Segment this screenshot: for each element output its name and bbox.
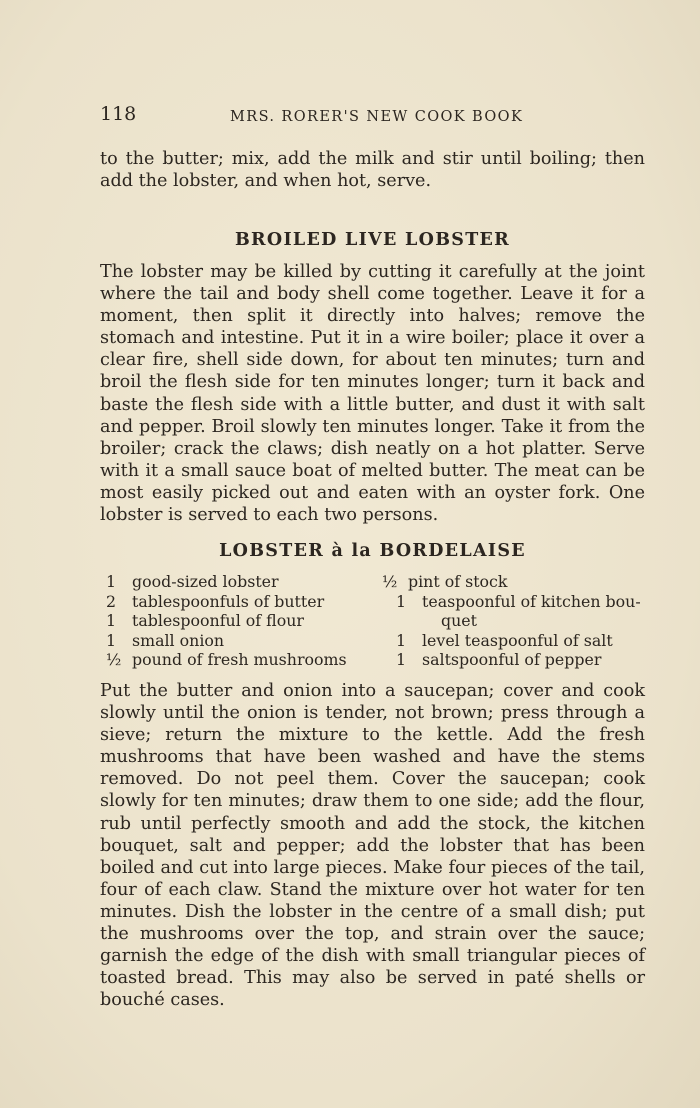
- running-title: MRS. RORER'S NEW COOK BOOK: [230, 109, 524, 125]
- section-title-lobster-bordelaise: LOBSTER à la BORDELAISE: [219, 541, 526, 561]
- ingredient-item: 1 teaspoonful of kitchen bou- quet: [396, 591, 641, 631]
- ingredient-item: 1 level teaspoonful of salt: [396, 630, 613, 650]
- page-number: 118: [100, 103, 137, 125]
- continuation-paragraph: to the butter; mix, add the milk and stir until boiling; then add the lobster, and when hot, serve.: [100, 149, 645, 192]
- ingredient-item: 1 good-sized lobster: [106, 572, 279, 591]
- ingredient-item: 1 saltspoonful of pepper: [396, 650, 602, 670]
- ingredient-item: 2 tablespoonfuls of butter: [106, 591, 325, 611]
- ingredient-item: 1 small onion: [106, 630, 225, 650]
- ingredients-right-column: [382, 572, 650, 670]
- ingredient-item: ½ pint of stock: [382, 572, 508, 591]
- ingredients-left-column: [106, 572, 376, 670]
- section-title-broiled-live-lobster: BROILED LIVE LOBSTER: [234, 230, 511, 250]
- page-header: [100, 103, 645, 133]
- broiled-lobster-paragraph: The lobster may be killed by cutting it carefully at the joint where the tail and body shell come together. Leave it for a moment, then split it directly into halves; remove the stomach and intestine. Put it in a wire boiler; place it over a clear fire, shell side down, for about ten minutes; turn and broil the flesh side for ten minutes longer; turn it back and baste the flesh side with a little butter, and dust it with salt and pepper. Broil slowly ten minutes longer. Take it from the broiler; crack the claws; dish neatly on a hot platter. Serve with it a small sauce boat of melted butter. The meat can be most easily picked out and eaten with an oyster fork. One lobster is served to each two persons.: [100, 262, 645, 526]
- ingredient-item: 1 tablespoonful of flour: [106, 611, 304, 631]
- bordelaise-paragraph: Put the butter and onion into a saucepan; cover and cook slowly until the onion is tender, not brown; press through a sieve; return the mixture to the kettle. Add the fresh mushrooms that have been washed and have the stems removed. Do not peel them. Cover the saucepan; cook slowly for ten minutes; draw them to one side; add the flour, rub until perfectly smooth and add the stock, the kitchen bouquet, salt and pepper; add the lobster that has been boiled and cut into large pieces. Make four pieces of the tail, four of each claw. Stand the mixture over hot water for ten minutes. Dish the lobster in the centre of a small dish; put the mushrooms over the top, and strain over the sauce; garnish the edge of the dish with small triangular pieces of toasted bread. This may also be served in paté shells or bouché cases.: [100, 681, 645, 1011]
- ingredient-item: ½ pound of fresh mushrooms: [106, 650, 347, 670]
